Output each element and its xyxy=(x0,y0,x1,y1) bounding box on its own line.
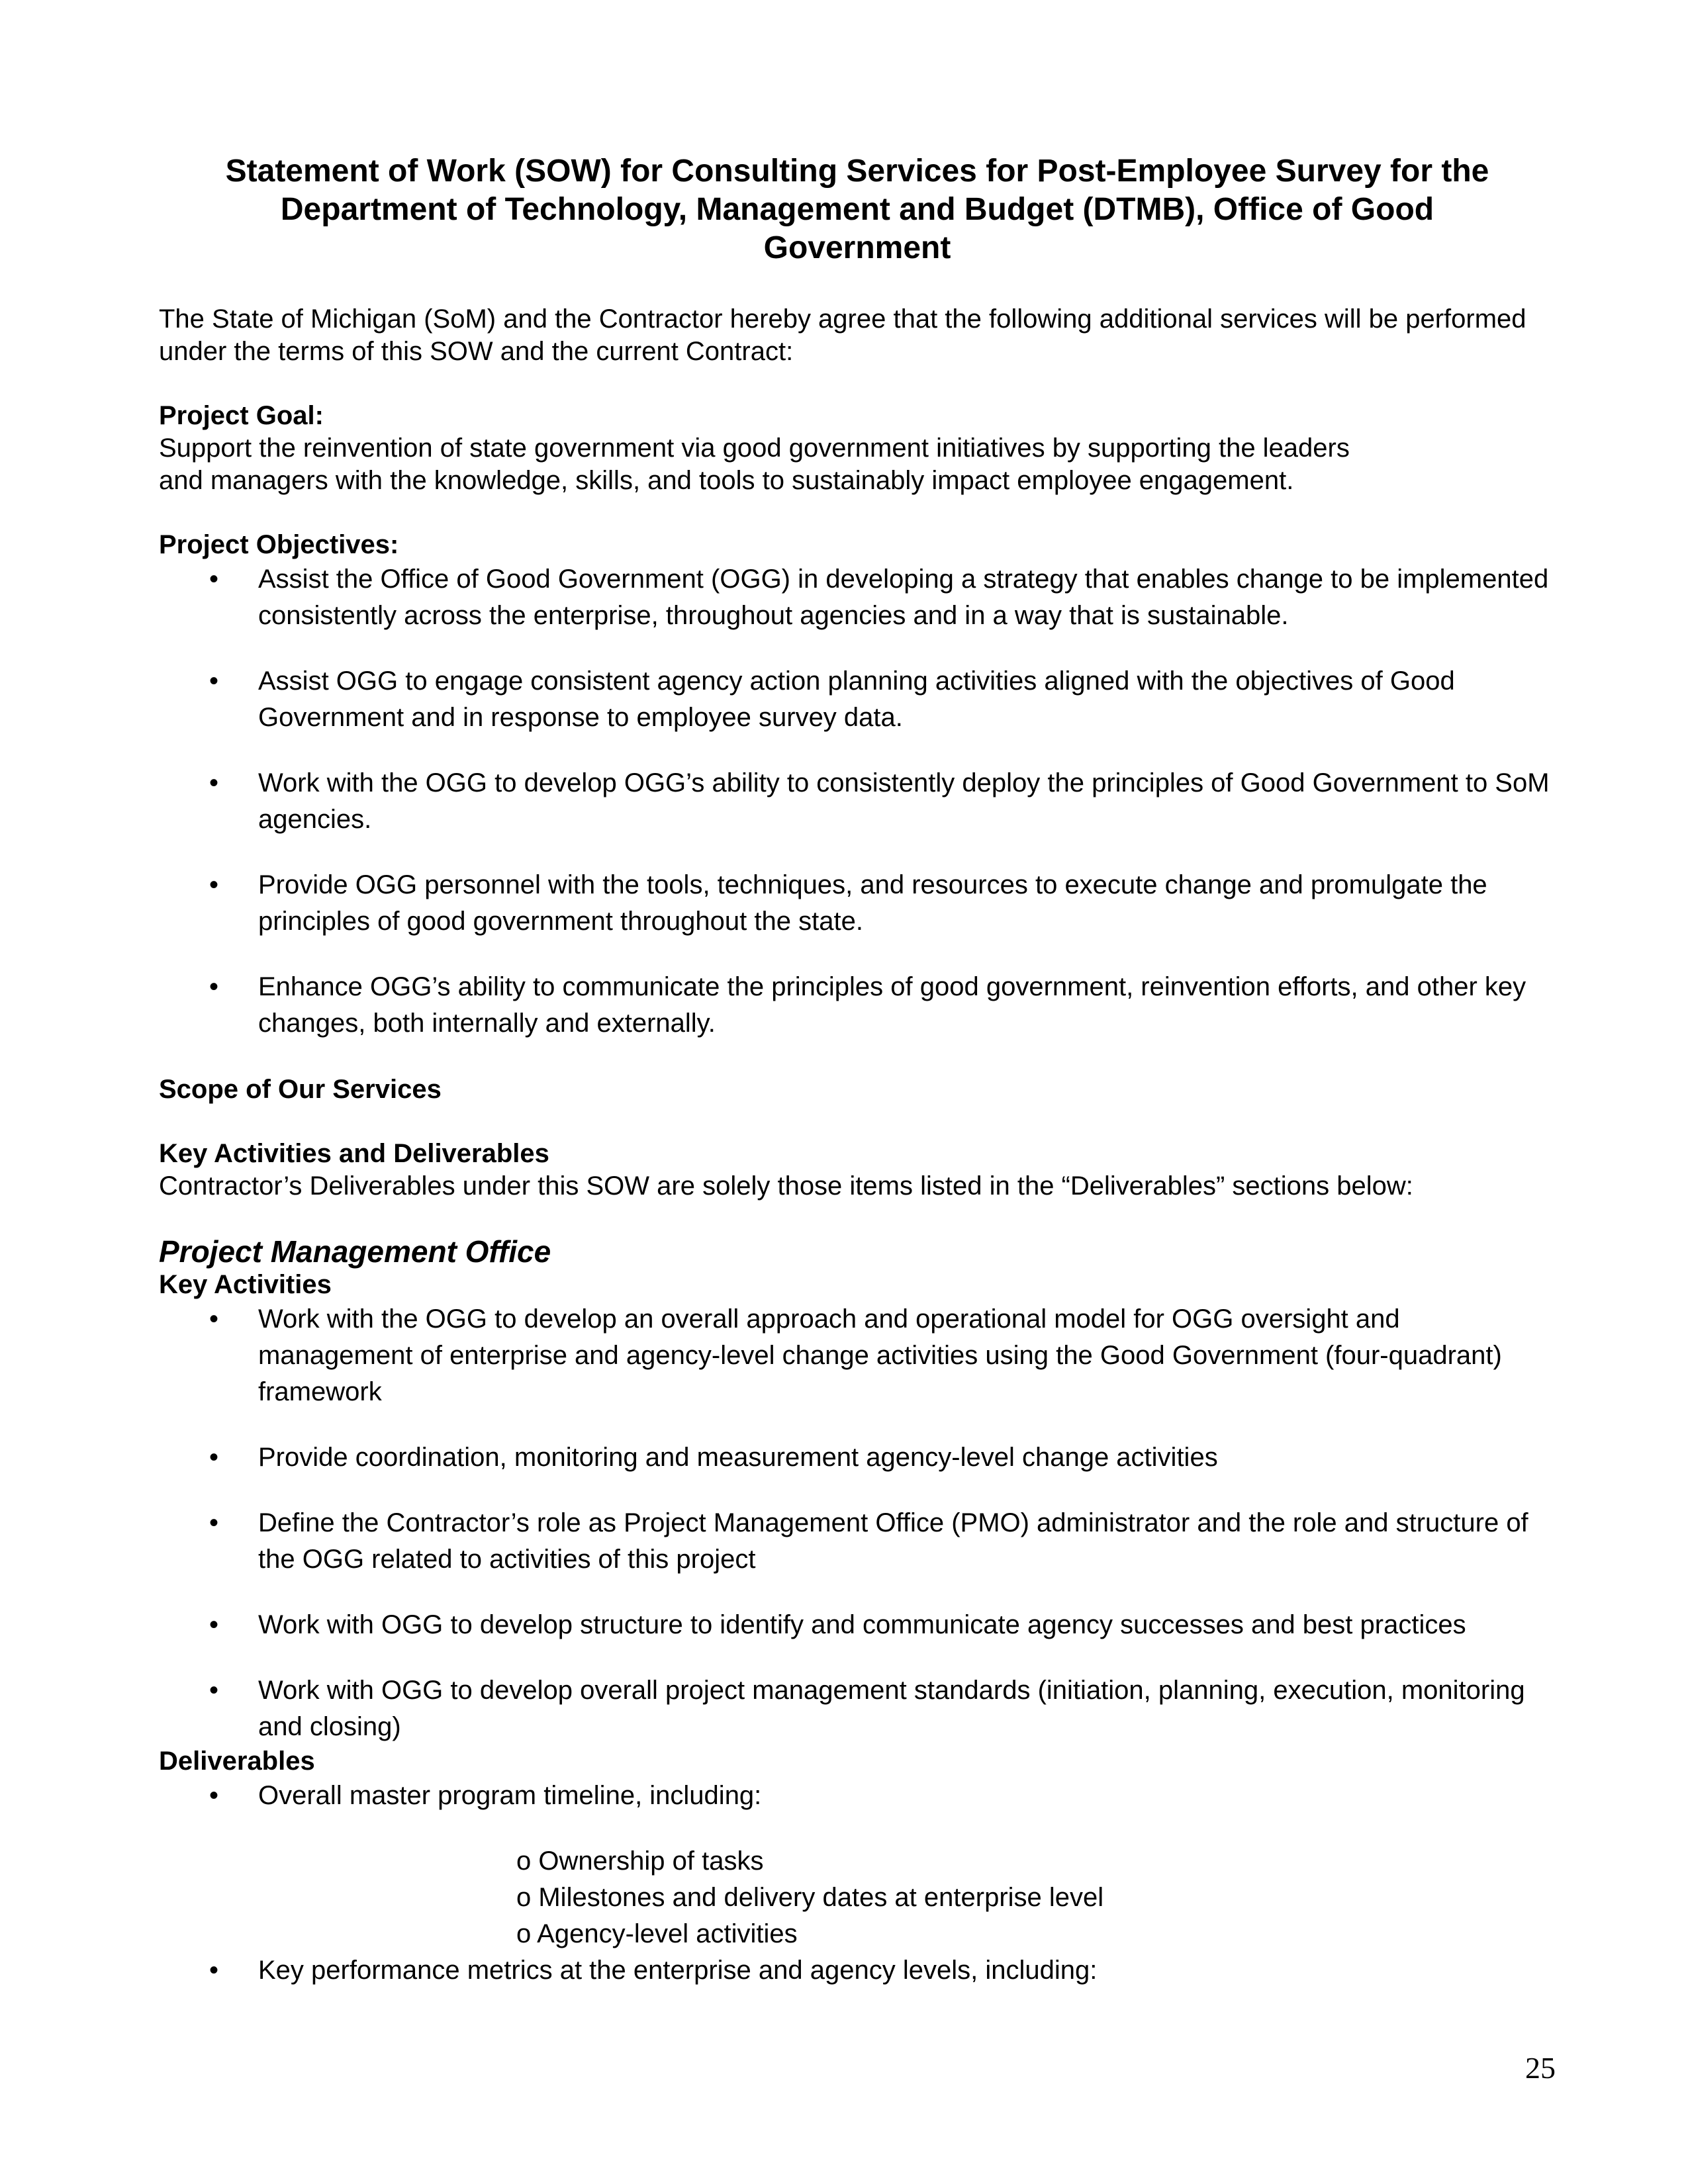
list-item xyxy=(159,1672,1556,1745)
pmo-deliverables-list xyxy=(159,1778,1556,1989)
project-goal-heading: Project Goal: xyxy=(159,401,324,430)
list-item xyxy=(159,765,1556,838)
objective-text: Provide OGG personnel with the tools, techniques, and resources to execute change and promulgate the principles of good government throughout the state. xyxy=(258,870,1487,936)
list-item xyxy=(159,969,1556,1042)
document-title xyxy=(159,152,1556,267)
title-line-2: Department of Technology, Management and Budget (DTMB), Office of Good xyxy=(280,192,1434,227)
bullet-icon: • xyxy=(209,1956,219,1985)
page-number: 25 xyxy=(1525,2051,1556,2085)
bullet-icon: • xyxy=(209,666,219,696)
intro-paragraph: The State of Michigan (SoM) and the Contractor hereby agree that the following additional services will be performed under the terms of this SOW and the current Contract: xyxy=(159,304,1526,366)
activity-text: Define the Contractor’s role as Project Management Office (PMO) administrator and the role and structure of the OGG related to activities of this project xyxy=(258,1508,1528,1574)
pmo-key-activities-heading: Key Activities xyxy=(159,1270,332,1299)
sub-list-item: o Agency-level activities xyxy=(516,1919,798,1948)
title-line-3: Government xyxy=(763,230,951,265)
project-goal-line-1: Support the reinvention of state government via good government initiatives by supporting the leaders xyxy=(159,433,1350,463)
activity-text: Work with the OGG to develop an overall approach and operational model for OGG oversight and management of enterprise and agency-level change activities using the Good Government (four-quadrant) framework xyxy=(258,1304,1502,1406)
key-activities-deliverables-heading: Key Activities and Deliverables xyxy=(159,1139,549,1168)
list-item xyxy=(159,1301,1556,1410)
pmo-section xyxy=(159,1234,1556,1989)
objective-text: Work with the OGG to develop OGG’s ability to consistently deploy the principles of Good Government to SoM agencies. xyxy=(258,768,1550,834)
list-item xyxy=(159,1607,1556,1643)
project-goal-line-2: and managers with the knowledge, skills, and tools to sustainably impact employee engagement. xyxy=(159,466,1294,495)
bullet-icon: • xyxy=(209,1610,219,1639)
bullet-icon: • xyxy=(209,768,219,797)
bullet-icon: • xyxy=(209,870,219,899)
activity-text: Work with OGG to develop overall project management standards (initiation, planning, execution, monitoring and closing) xyxy=(258,1676,1525,1741)
scope-heading: Scope of Our Services xyxy=(159,1075,442,1104)
deliverable-sub-list xyxy=(258,1843,1556,1952)
bullet-icon: • xyxy=(209,1676,219,1705)
list-item xyxy=(159,867,1556,940)
objective-text: Assist OGG to engage consistent agency action planning activities aligned with the objectives of Good Government and in response to employee survey data. xyxy=(258,666,1455,732)
bullet-icon: • xyxy=(209,1304,219,1334)
activity-text: Work with OGG to develop structure to identify and communicate agency successes and best practices xyxy=(258,1610,1466,1639)
bullet-icon: • xyxy=(209,565,219,594)
project-objectives-section xyxy=(159,529,1556,1042)
bullet-icon: • xyxy=(209,1781,219,1810)
pmo-deliverables-heading: Deliverables xyxy=(159,1747,315,1776)
pmo-activities-list xyxy=(159,1301,1556,1745)
list-item xyxy=(159,1505,1556,1578)
title-line-1: Statement of Work (SOW) for Consulting Services for Post-Employee Survey for the xyxy=(225,154,1489,189)
project-goal-section xyxy=(159,400,1556,497)
objective-text: Assist the Office of Good Government (OGG) in developing a strategy that enables change to be implemented consistently across the enterprise, throughout agencies and in a way that is sustainable. xyxy=(258,565,1549,630)
project-objectives-heading: Project Objectives: xyxy=(159,530,399,559)
pmo-heading: Project Management Office xyxy=(159,1234,551,1269)
sub-list-item: o Milestones and delivery dates at enterprise level xyxy=(516,1883,1104,1912)
bullet-icon: • xyxy=(209,1508,219,1537)
activity-text: Provide coordination, monitoring and measurement agency-level change activities xyxy=(258,1443,1218,1472)
sub-list-item: o Ownership of tasks xyxy=(516,1846,764,1876)
deliverable-text: Overall master program timeline, including: xyxy=(258,1781,762,1810)
bullet-icon: • xyxy=(209,972,219,1001)
objective-text: Enhance OGG’s ability to communicate the principles of good government, reinvention efforts, and other key changes, both internally and externally. xyxy=(258,972,1526,1038)
objectives-list xyxy=(159,561,1556,1042)
key-activities-deliverables-section xyxy=(159,1138,1556,1203)
list-item xyxy=(159,561,1556,634)
list-item xyxy=(159,1952,1556,1989)
list-item xyxy=(159,663,1556,736)
list-item xyxy=(159,1778,1556,1952)
key-activities-deliverables-text: Contractor’s Deliverables under this SOW are solely those items listed in the “Deliverables” sections below: xyxy=(159,1171,1413,1201)
bullet-icon: • xyxy=(209,1443,219,1472)
document-page xyxy=(159,152,1556,1989)
deliverable-text: Key performance metrics at the enterprise and agency levels, including: xyxy=(258,1956,1098,1985)
list-item xyxy=(159,1439,1556,1476)
